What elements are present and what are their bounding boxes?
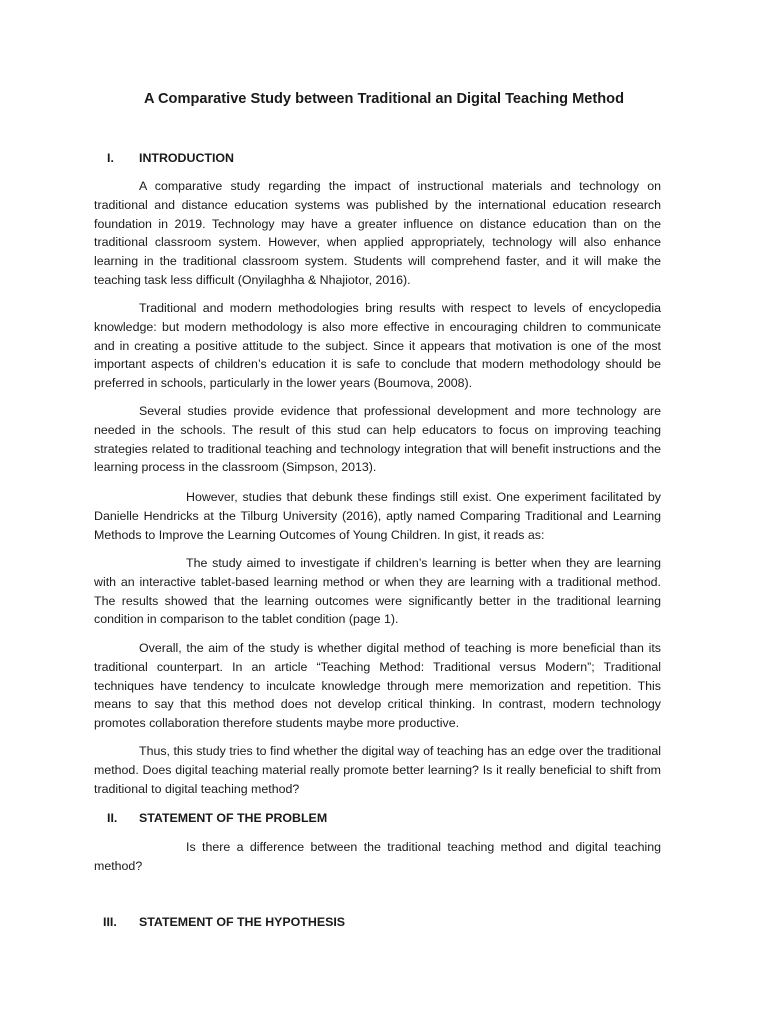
document-title: A Comparative Study between Traditional an Digital Teaching Method (143, 91, 625, 107)
section-numeral: III. (103, 915, 117, 929)
paragraph: Thus, this study tries to find whether the digital way of teaching has an edge over the traditional method. Does digital teaching material really promote better learning? Is it really beneficial to shift from traditional to digital teaching method? (94, 744, 661, 796)
section-title: STATEMENT OF THE HYPOTHESIS (139, 915, 346, 929)
paragraph: A comparative study regarding the impact of instructional materials and technology on traditional and distance education systems was published by the international education research foundation in 2019. Technology may have a greater influence on distance education than on the traditional classroom system. However, when applied appropriately, technology will also enhance learning in the traditional classroom system. Students will comprehend faster, and it will make the teaching task less difficult (Onyilaghha & Nhajiotor, 2016). (94, 179, 661, 287)
section-numeral: I. (107, 151, 114, 165)
paragraph: Overall, the aim of the study is whether digital method of teaching is more beneficial than its traditional counterpart. In an article “Teaching Method: Traditional versus Modern”; Traditional techniques have tendency to inculcate knowledge through mere memorization and repetition. This means to say that this method does not develop critical thinking. In contrast, modern technology promotes collaboration therefore students maybe more productive. (94, 641, 661, 731)
paragraph: Several studies provide evidence that professional development and more technology are needed in the schools. The result of this stud can help educators to focus on improving teaching strategies related to traditional teaching and technology integration that will benefit instructions and the learning process in the classroom (Simpson, 2013). (94, 404, 661, 475)
paragraph: Traditional and modern methodologies bring results with respect to levels of encyclopedia knowledge: but modern methodology is also more effective in encouraging children to communicate and in creating a positive attitude to the subject. Since it appears that motivation is one of the most important aspects of children’s education it is safe to conclude that modern methodology should be preferred in schools, particularly in the lower years (Boumova, 2008). (94, 301, 661, 391)
section-title: STATEMENT OF THE PROBLEM (139, 811, 328, 825)
paragraph: However, studies that debunk these findings still exist. One experiment facilitated by Danielle Hendricks at the Tilburg University (2016), aptly named Comparing Traditional and Learning Methods to Improve the Learning Outcomes of Young Children. In gist, it reads as: (94, 490, 661, 542)
paragraph: The study aimed to investigate if children’s learning is better when they are learning with an interactive tablet-based learning method or when they are learning with a traditional method. The results showed that the learning outcomes were significantly better in the traditional learning condition in comparison to the tablet condition (page 1). (94, 556, 661, 627)
paragraph: Is there a difference between the traditional teaching method and digital teaching method? (94, 840, 661, 873)
section-numeral: II. (107, 811, 118, 825)
section-title: INTRODUCTION (139, 151, 234, 165)
